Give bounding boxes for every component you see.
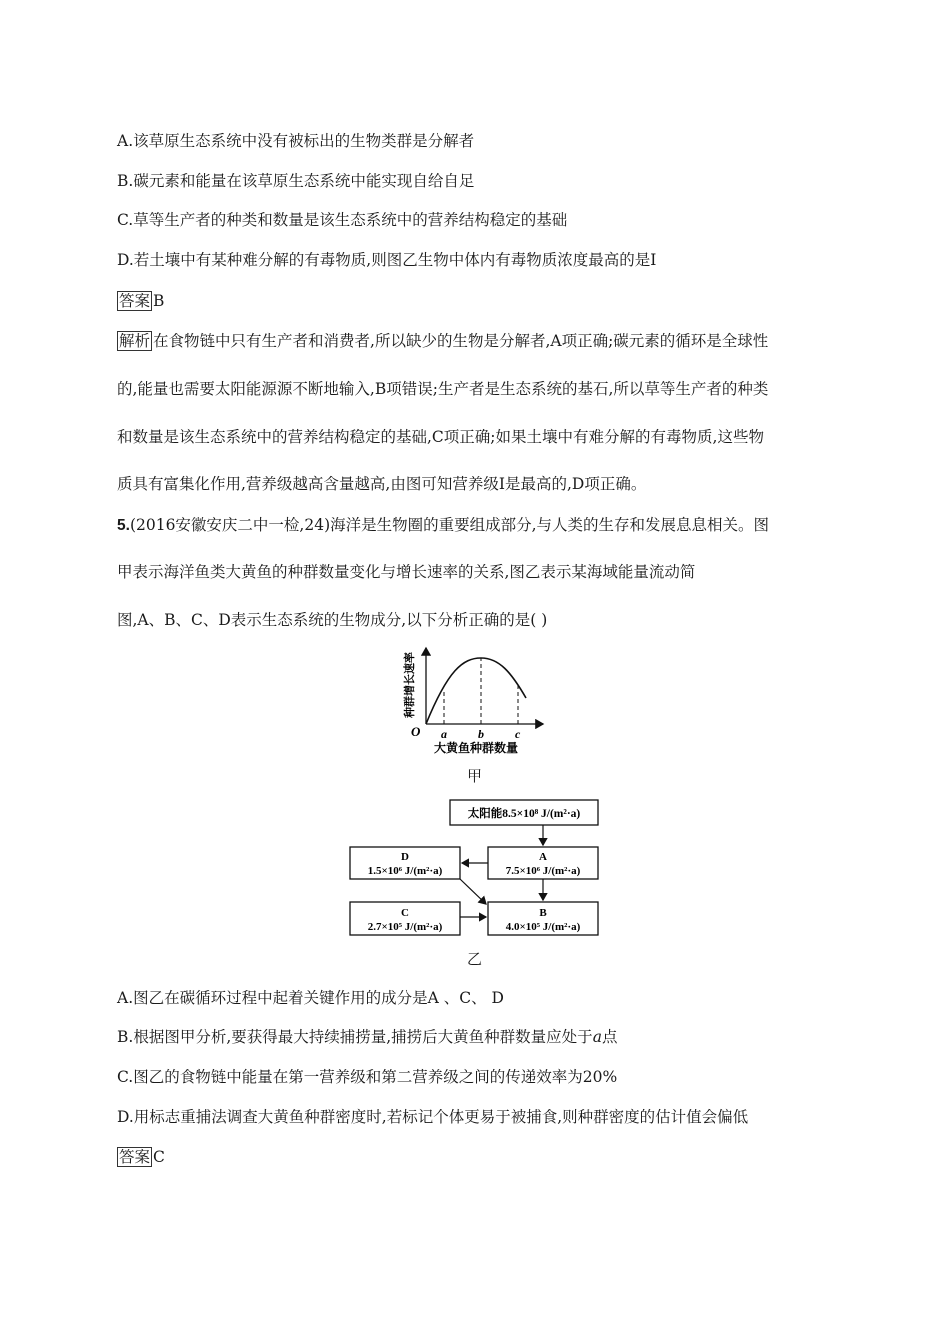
y-axis-label: 种群增长速率 bbox=[404, 652, 416, 718]
tick-a: a bbox=[441, 727, 447, 741]
growth-rate-curve bbox=[426, 658, 526, 724]
origin-label: O bbox=[411, 724, 421, 739]
analysis-label: 解析 bbox=[119, 332, 151, 350]
q5-option-d: D.用标志重捕法调查大黄鱼种群密度时,若标记个体更易于被捕食,则种群密度的估计值会偏低 bbox=[117, 1108, 749, 1126]
q4-option-b: B.碳元素和能量在该草原生态系统中能实现自给自足 bbox=[117, 172, 475, 190]
tick-b: b bbox=[478, 727, 484, 741]
q5-option-b-text: B.根据图甲分析,要获得最大持续捕捞量,捕捞后大黄鱼种群数量应处于 bbox=[117, 1028, 593, 1046]
q4-option-c: C.草等生产者的种类和数量是该生态系统中的营养结构稳定的基础 bbox=[117, 211, 568, 229]
q5-answer bbox=[117, 1147, 165, 1167]
q5-option-b-variable: a bbox=[592, 1028, 602, 1046]
box-b-name: B bbox=[539, 907, 547, 919]
figure-jia-caption: 甲 bbox=[467, 767, 483, 785]
q4-answer bbox=[117, 291, 164, 311]
box-d-value: 1.5×10⁶ J/(m²·a) bbox=[367, 865, 443, 877]
q5-option-b bbox=[117, 1027, 617, 1047]
answer-label: 答案 bbox=[119, 1148, 151, 1166]
figure-yi-diagram bbox=[345, 795, 605, 940]
answer-label: 答案 bbox=[119, 292, 151, 310]
q4-analysis-line-1 bbox=[117, 331, 768, 351]
sun-text: 太阳能8.5×10⁸ J/(m²·a) bbox=[467, 808, 581, 820]
x-axis-label: 大黄鱼种群数量 bbox=[434, 741, 519, 755]
arrow-d-to-b bbox=[460, 879, 486, 904]
q5-option-a: A.图乙在碳循环过程中起着关键作用的成分是A 、C、 D bbox=[117, 989, 504, 1007]
q5-stem-line-3: 图,A、B、C、D表示生态系统的生物成分,以下分析正确的是( ) bbox=[117, 611, 548, 629]
answer-value: B bbox=[153, 292, 165, 310]
box-c-value: 2.7×10⁵ J/(m²·a) bbox=[367, 921, 443, 933]
answer-value: C bbox=[153, 1148, 165, 1166]
box-c-name: C bbox=[401, 907, 409, 919]
q4-analysis-line-3: 和数量是该生态系统中的营养结构稳定的基础,C项正确;如果土壤中有难分解的有毒物质,这些物 bbox=[117, 428, 764, 446]
box-a-value: 7.5×10⁶ J/(m²·a) bbox=[505, 865, 581, 877]
q4-option-a: A.该草原生态系统中没有被标出的生物类群是分解者 bbox=[117, 132, 475, 150]
q4-option-d: D.若土壤中有某种难分解的有毒物质,则图乙生物中体内有毒物质浓度最高的是Ⅰ bbox=[117, 251, 657, 269]
figure-jia-chart bbox=[393, 640, 553, 758]
question-number: 5. bbox=[117, 517, 130, 534]
q5-stem-line-2: 甲表示海洋鱼类大黄鱼的种群数量变化与增长速率的关系,图乙表示某海域能量流动简 bbox=[117, 563, 696, 581]
q5-option-b-suffix: 点 bbox=[601, 1028, 618, 1046]
tick-c: c bbox=[515, 727, 521, 741]
analysis-text: 在食物链中只有生产者和消费者,所以缺少的生物是分解者,A项正确;碳元素的循环是全球性 bbox=[153, 332, 769, 350]
box-a-name: A bbox=[539, 851, 547, 863]
box-b-value: 4.0×10⁵ J/(m²·a) bbox=[505, 921, 581, 933]
q5-stem-line-1 bbox=[117, 515, 769, 536]
q4-analysis-line-2: 的,能量也需要太阳能源源不断地输入,B项错误;生产者是生态系统的基石,所以草等生产者的种类 bbox=[117, 380, 769, 398]
q5-stem-text: (2016安徽安庆二中一检,24)海洋是生物圈的重要组成部分,与人类的生存和发展息息相关。图 bbox=[129, 516, 770, 534]
box-d-name: D bbox=[401, 851, 409, 863]
q5-option-c: C.图乙的食物链中能量在第一营养级和第二营养级之间的传递效率为20% bbox=[117, 1068, 618, 1086]
figure-yi-caption: 乙 bbox=[467, 950, 483, 968]
q4-analysis-line-4: 质具有富集化作用,营养级越高含量越高,由图可知营养级Ⅰ是最高的,D项正确。 bbox=[117, 475, 647, 493]
